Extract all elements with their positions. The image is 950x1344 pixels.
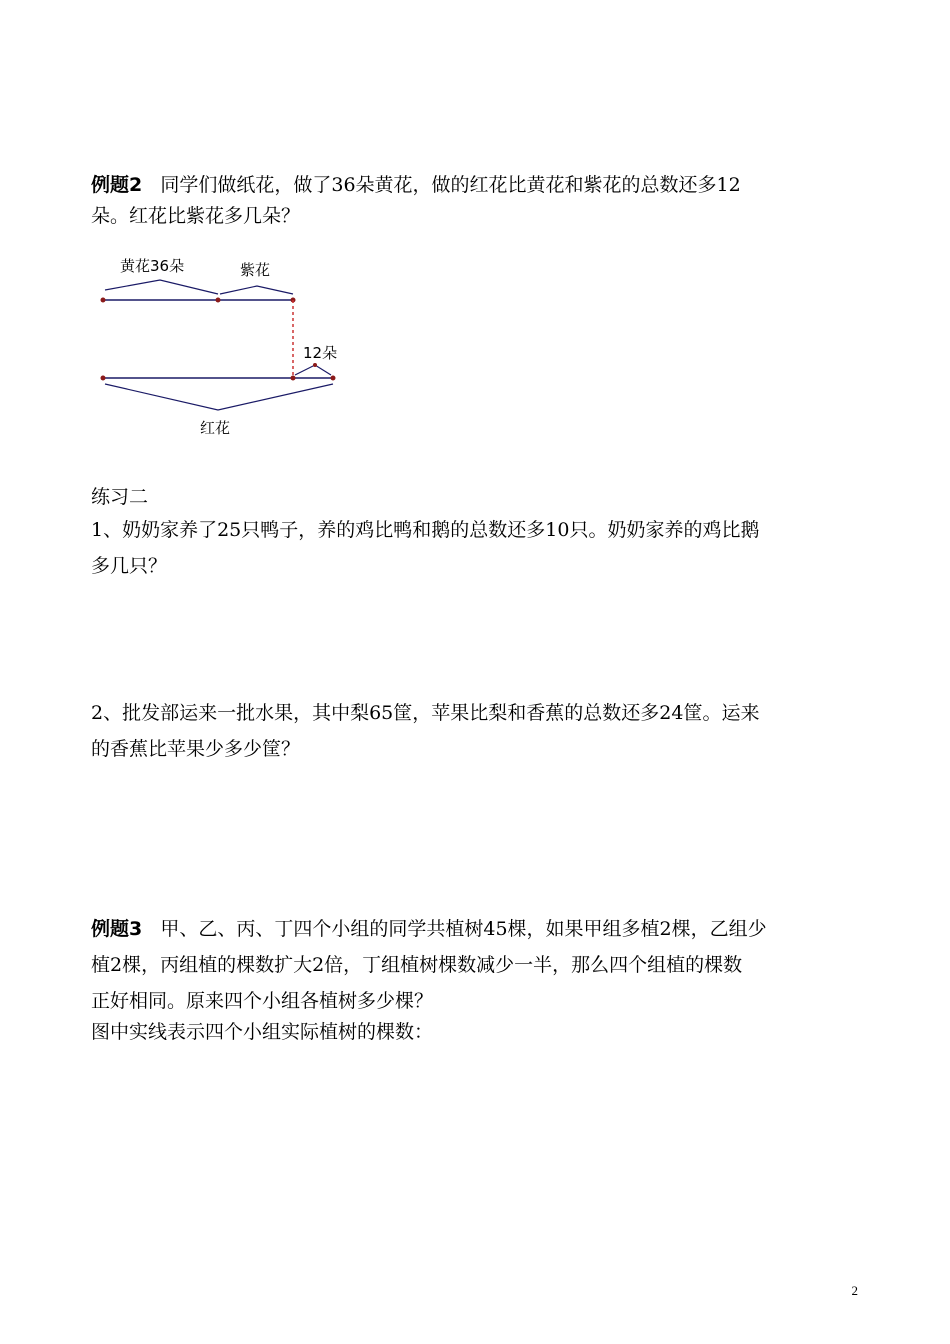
page-number: 2	[851, 1283, 858, 1298]
question-2-line-2: 的香蕉比苹果少多少筐？	[91, 738, 301, 760]
example-2-line-1	[91, 170, 861, 201]
extra-label: 12朵	[303, 344, 338, 362]
example-2-paragraph	[91, 170, 861, 232]
example-3-line-3: 正好相同。原来四个小组各植树多少棵？	[91, 990, 434, 1012]
top-dot-mid	[216, 298, 221, 303]
exercise-2-question-1	[91, 515, 861, 582]
extra-brace-dot	[313, 363, 317, 367]
bottom-dot-mid	[291, 376, 296, 381]
exercise-2-heading-block	[91, 482, 861, 513]
exercise-2-heading: 练习二	[91, 486, 149, 508]
question-2-line-1: 2、批发部运来一批水果，其中梨65筐，苹果比梨和香蕉的总数还多24筐。运来	[91, 702, 760, 724]
purple-brace	[220, 286, 293, 294]
question-1-line-2: 多几只？	[91, 555, 168, 577]
example-2-text-1: 同学们做纸花，做了36朵黄花，做的红花比黄花和紫花的总数还多12	[160, 174, 741, 196]
question-1-line-1: 1、奶奶家养了25只鸭子，养的鸡比鸭和鹅的总数还多10只。奶奶家养的鸡比鹅	[91, 519, 760, 541]
red-label: 红花	[200, 419, 231, 437]
example-3-label: 例题3	[91, 918, 143, 940]
example-3-line-2: 植2棵，丙组植的棵数扩大2倍，丁组植树棵数减少一半，那么四个组植的棵数	[91, 954, 743, 976]
example-2-line-2: 朵。红花比紫花多几朵？	[91, 205, 301, 227]
example-3-line-1	[91, 914, 861, 945]
yellow-label: 黄花36朵	[120, 257, 185, 275]
flower-line-diagram	[95, 250, 355, 445]
purple-label: 紫花	[240, 261, 271, 279]
bottom-dot-end	[331, 376, 336, 381]
red-brace	[105, 384, 333, 410]
extra-brace	[295, 365, 331, 375]
top-dot-start	[101, 298, 106, 303]
example-3-paragraph	[91, 914, 861, 1048]
example-3-text-1: 甲、乙、丙、丁四个小组的同学共植树45棵，如果甲组多植2棵，乙组少	[160, 918, 767, 940]
bottom-dot-start	[101, 376, 106, 381]
example-2-label: 例题2	[91, 174, 143, 196]
yellow-brace	[105, 280, 218, 294]
example-3-line-4: 图中实线表示四个小组实际植树的棵数：	[91, 1021, 434, 1043]
exercise-2-question-2	[91, 698, 861, 765]
